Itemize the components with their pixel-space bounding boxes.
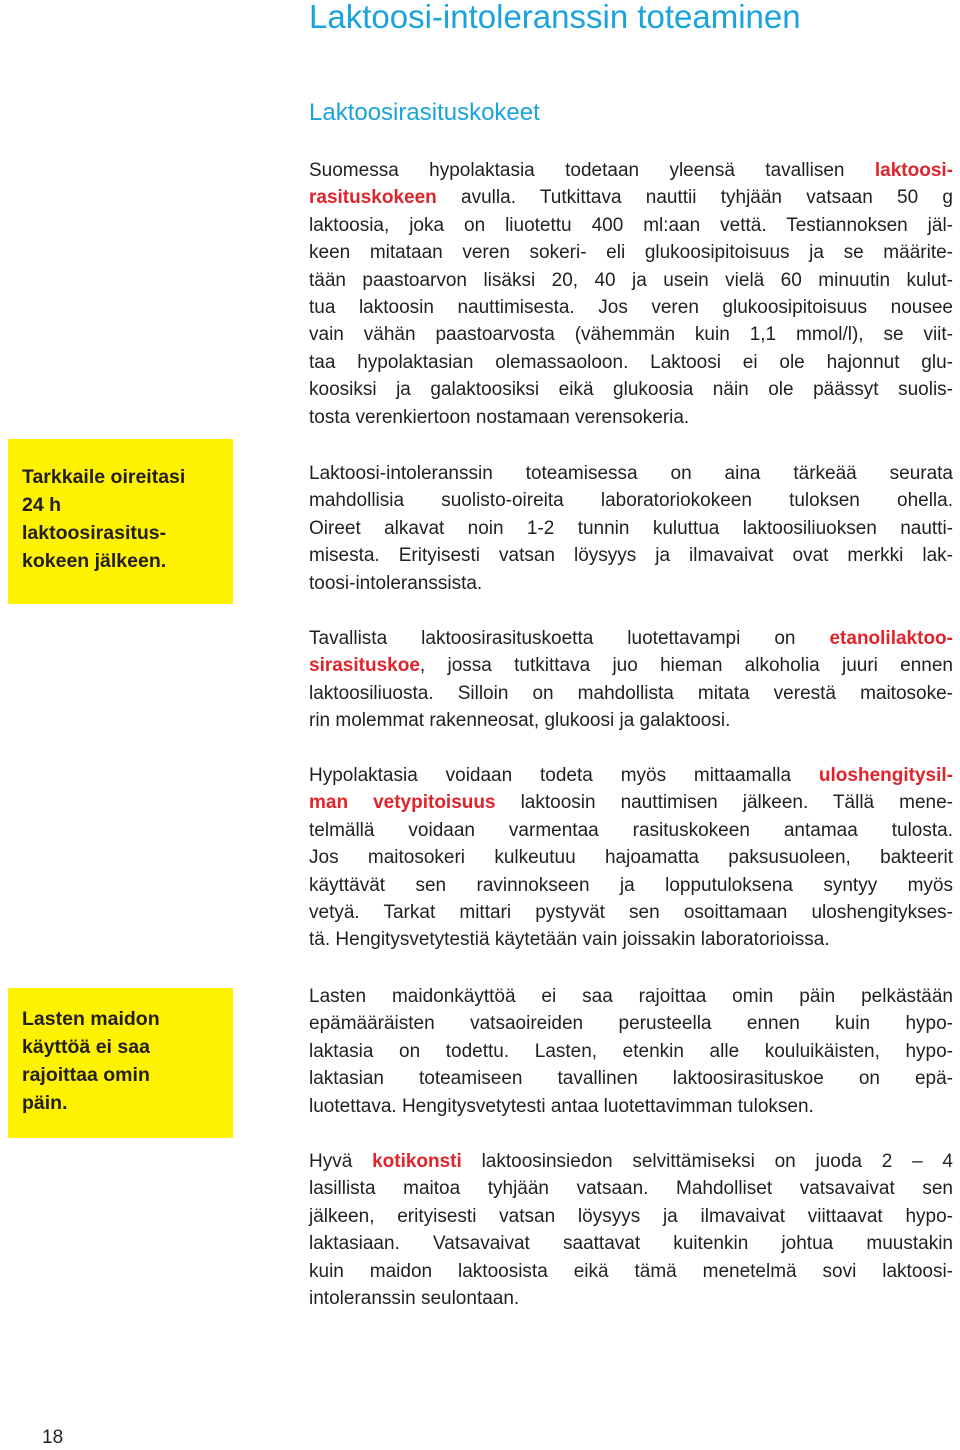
paragraph-line: Lasten maidonkäyttöä ei saa rajoittaa omin päin pelkästään (309, 986, 953, 1007)
text-run: Hyvä (309, 1151, 373, 1172)
paragraph-laktoosirasituskoe (309, 157, 953, 431)
paragraph-line: jälkeen, erityisesti vatsan löysyys ja ilmavaivat viittaavat hypo- (309, 1205, 953, 1227)
sidebar-line: rajoittaa omin (22, 1064, 150, 1086)
paragraph-line: vain vähän paastoarvosta (vähemmän kuin 1,1 mmol/l), se viit- (309, 324, 953, 346)
page-title: Laktoosi-intoleranssin toteaminen (309, 0, 801, 35)
paragraph-line: tä. Hengitysvetytestiä käytetään vain joissakin laboratorioissa. (309, 929, 830, 951)
paragraph-line: laktoosia, joka on liuotettu 400 ml:aan vettä. Testiannoksen jäl- (309, 214, 953, 236)
text-run: laktoosin nauttimisen jälkeen. Tällä mene- (495, 792, 953, 814)
paragraph-line (309, 652, 953, 679)
paragraph-line (309, 157, 953, 184)
sidebar-line: laktoosirasitus- (22, 522, 167, 544)
paragraph-line (309, 184, 953, 211)
paragraph-line (309, 625, 953, 652)
paragraph-line: epämääräisten vatsaoireiden perusteella ennen kuin hypo- (309, 1013, 953, 1035)
paragraph-line (309, 789, 953, 816)
sidebar-line: kokeen jälkeen. (22, 550, 167, 572)
sidebar-note-children (8, 988, 233, 1138)
paragraph-line: tään paastoarvon lisäksi 20, 40 ja usein vielä 60 minuutin kulut- (309, 269, 953, 291)
highlight-term: kotikonsti (372, 1151, 462, 1172)
paragraph-line: luotettava. Hengitysvetytesti antaa luotettavimman tuloksen. (309, 1095, 814, 1117)
paragraph-line: toosi-intoleranssista. (309, 572, 483, 594)
paragraph-line: tua laktoosin nauttimisesta. Jos veren glukoosipitoisuus nousee (309, 297, 953, 319)
highlight-term: sirasituskoe (309, 655, 420, 677)
paragraph-line: intoleranssin seulontaan. (309, 1288, 520, 1310)
paragraph-uloshengitys (309, 762, 953, 954)
paragraph-line: Laktoosi-intoleranssin toteamisessa on aina tärkeää seurata (309, 463, 953, 484)
text-run: avulla. Tutkittava nauttii tyhjään vatsaan 50 g (436, 187, 953, 209)
section-heading: Laktoosirasituskokeet (309, 99, 540, 126)
page-number: 18 (42, 1427, 64, 1448)
paragraph-etanolilaktoosirasituskoe (309, 625, 953, 735)
paragraph-line: vetyä. Tarkat mittari pystyvät sen osoittamaan uloshengitykses- (309, 902, 953, 924)
text-run: Hypolaktasia voidaan todeta myös mittaamalla (309, 765, 819, 786)
text-run: laktoosinsiedon selvittämiseksi on juoda 2 – 4 (461, 1151, 953, 1172)
highlight-term: etanolilaktoo- (829, 628, 953, 649)
paragraph-line: laktoosiliuosta. Silloin on mahdollista mitata verestä maitosoke- (309, 682, 953, 704)
paragraph-line: laktasia on todettu. Lasten, etenkin alle kouluikäisten, hypo- (309, 1040, 953, 1062)
highlight-term: man vetypitoisuus (309, 792, 496, 814)
paragraph-line: koosiksi ja galaktoosiksi eikä glukoosia näin ole päässyt suolis- (309, 379, 953, 401)
paragraph-line: taa hypolaktasian olemassaoloon. Laktoosi ei ole hajonnut glu- (309, 351, 953, 373)
paragraph-line: käyttävät sen ravinnokseen ja lopputuloksena syntyy myös (309, 874, 953, 896)
sidebar-note-text (22, 463, 221, 575)
paragraph-line: mahdollisia suolisto-oireita laboratoriokokeen tuloksen ohella. (309, 490, 953, 512)
sidebar-line: päin. (22, 1092, 68, 1114)
paragraph-line: Oireet alkavat noin 1-2 tunnin kuluttua laktoosiliuoksen nautti- (309, 517, 953, 539)
paragraph-line: tosta verenkiertoon nostamaan verensokeria. (309, 406, 690, 428)
highlight-term: rasituskokeen (309, 187, 437, 209)
sidebar-line: käyttöä ei saa (22, 1036, 150, 1058)
sidebar-line: Lasten maidon (22, 1008, 160, 1030)
paragraph-oireet (309, 460, 953, 597)
paragraph-lapset (309, 983, 953, 1120)
paragraph-line: Jos maitosokeri kulkeutuu hajoamatta paksusuoleen, bakteerit (309, 847, 953, 869)
paragraph-line: keen mitataan veren sokeri- eli glukoosipitoisuus ja se määrite- (309, 242, 953, 264)
sidebar-note-symptoms (8, 439, 233, 604)
paragraph-line: laktasian toteamiseen tavallinen laktoosirasituskoe on epä- (309, 1068, 953, 1090)
paragraph-line: misesta. Erityisesti vatsan löysyys ja ilmavaivat ovat merkki lak- (309, 545, 953, 567)
paragraph-line (309, 762, 953, 789)
highlight-term: uloshengitysil- (818, 765, 953, 786)
paragraph-line: lasillista maitoa tyhjään vatsaan. Mahdolliset vatsavaivat sen (309, 1178, 953, 1200)
paragraph-kotikonsti (309, 1148, 953, 1312)
highlight-term: laktoosi- (874, 160, 953, 181)
paragraph-line: rin molemmat rakenneosat, glukoosi ja galaktoosi. (309, 710, 731, 732)
text-run: , jossa tutkittava juo hieman alkoholia juuri ennen (419, 655, 953, 677)
sidebar-line: Tarkkaile oireitasi (22, 466, 186, 488)
paragraph-line: kuin maidon laktoosista eikä tämä menetelmä sovi laktoosi- (309, 1260, 953, 1282)
text-run: Suomessa hypolaktasia todetaan yleensä tavallisen (309, 160, 875, 181)
sidebar-note-text (22, 1005, 221, 1117)
paragraph-line: telmällä voidaan varmentaa rasituskokeen antamaa tulosta. (309, 819, 953, 841)
paragraph-line (309, 1148, 953, 1175)
text-run: Tavallista laktoosirasituskoetta luotettavampi on (309, 628, 830, 649)
sidebar-line: 24 h (22, 494, 62, 516)
paragraph-line: laktasiaan. Vatsavaivat saattavat kuitenkin johtua muustakin (309, 1233, 953, 1255)
